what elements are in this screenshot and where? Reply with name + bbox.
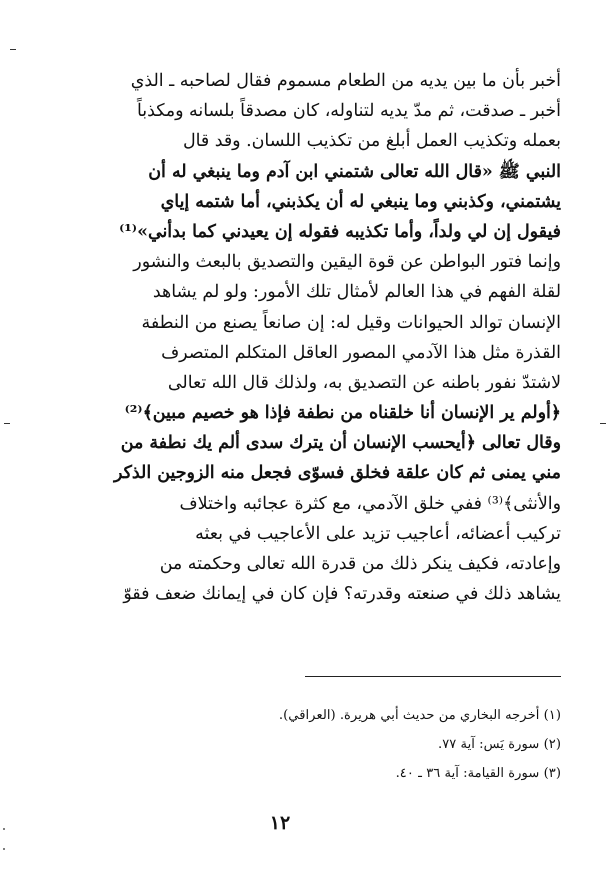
text-line: فيقول إن لي ولداً، وأما تكذيبه فقوله إن يعيدني كما بدأني»⁽¹⁾ [119, 221, 561, 242]
page-number: ١٢ [269, 812, 291, 834]
footnotes [100, 701, 561, 788]
text-line: القذرة مثل هذا الآدمي المصور العاقل المتكلم المتصرف [161, 342, 561, 363]
margin-mark [4, 423, 10, 424]
text-line: تركيب أعضائه، أعاجيب تزيد على الأعاجيب في بعثه [195, 523, 561, 544]
text-line: وقال تعالى ﴿أيحسب الإنسان أن يترك سدى ألم يك نطفة من [120, 433, 561, 454]
body-text [56, 66, 561, 609]
margin-dot [3, 828, 5, 830]
text-line: الإنسان توالد الحيوانات وقيل له: إن صانعاً يصنع من النطفة [141, 312, 561, 333]
footnote: (٢) سورة يَس: آية ٧٧. [437, 737, 561, 752]
text-line: وإنما فتور البواطن عن قوة اليقين والتصديق بالبعث والنشور [133, 252, 561, 273]
text-line: ﴿أولم ير الإنسان أنا خلقناه من نطفة فإذا هو خصيم مبين﴾⁽²⁾ [124, 403, 561, 424]
footnote-separator [305, 676, 561, 677]
text-line: وإعادته، فكيف ينكر ذلك من قدرة الله تعالى وحكمته من [159, 554, 561, 574]
margin-mark [10, 49, 16, 50]
margin-dot [3, 848, 5, 850]
text-line: يشتمني، وكذبني وما ينبغي له أن يكذبني، أما شتمه إياي [160, 191, 561, 212]
text-line: أخبر بأن ما بين يديه من الطعام مسموم فقال لصاحبه ـ الذي [130, 71, 561, 91]
footnote: (١) أخرجه البخاري من حديث أبي هريرة. (العراقي). [278, 708, 561, 723]
text-line: النبي ﷺ «قال الله تعالى شتمني ابن آدم وما ينبغي له أن [148, 161, 561, 182]
text-line: لقلة الفهم في هذا العالم لأمثال تلك الأمور: ولو لم يشاهد [152, 282, 561, 303]
text-line: لاشتدّ نفور باطنه عن التصديق به، ولذلك قال الله تعالى [167, 372, 561, 393]
margin-mark [600, 423, 606, 424]
text-line: بعمله وتكذيب العمل أبلغ من تكذيب اللسان. وقد قال [182, 131, 561, 152]
text-line: والأنثى﴾⁽³⁾ ففي خلق الآدمي، مع كثرة عجائبه واختلاف [179, 493, 561, 514]
text-line: مني يمنى ثم كان علقة فخلق فسوّى فجعل منه الزوجين الذكر [114, 463, 561, 484]
text-line: يشاهد ذلك في صنعته وقدرته؟ فإن كان في إيمانك ضعف فقوّ [123, 584, 561, 605]
footnote: (٣) سورة القيامة: آية ٣٦ ـ ٤٠. [395, 766, 561, 781]
text-line: أخبر ـ صدقت، ثم مدّ يديه لتناوله، كان مصدقاً بلسانه ومكذباً [136, 101, 561, 122]
